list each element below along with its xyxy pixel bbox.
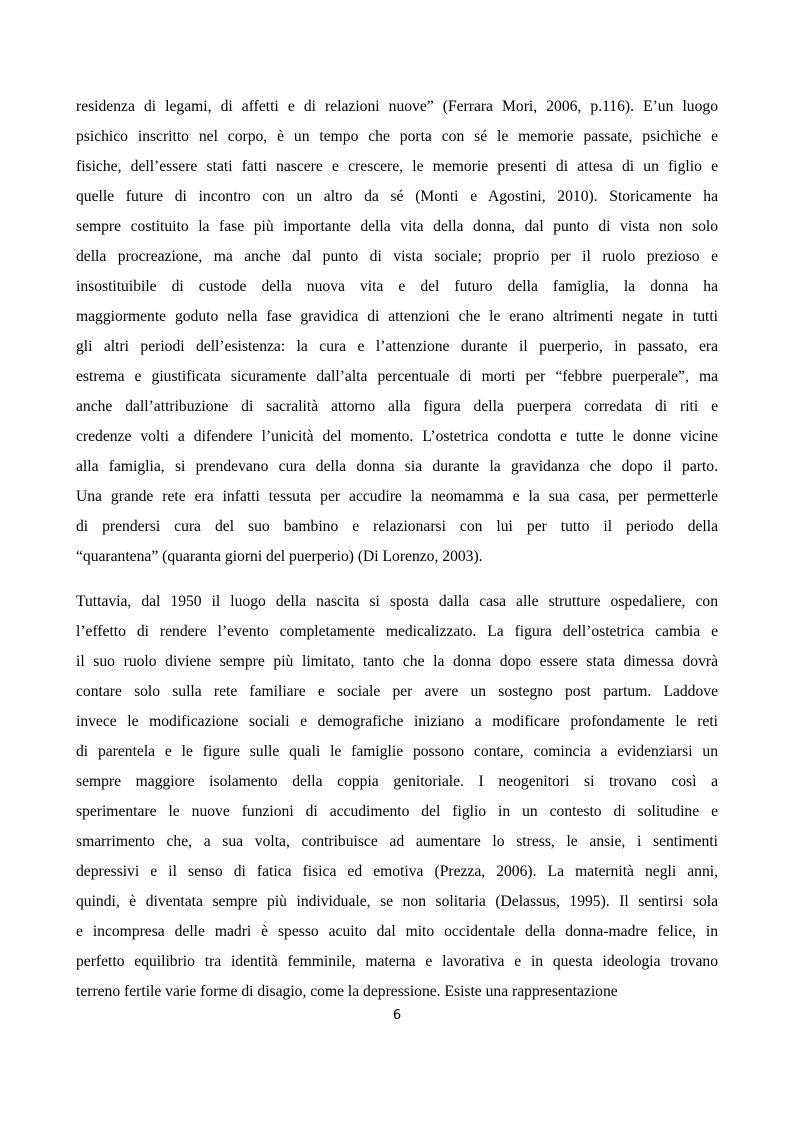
- text-line: Una grande rete era infatti tessuta per accudire la neomamma e la sua casa, per permetterle: [76, 488, 718, 505]
- text-line: della procreazione, ma anche dal punto di vista sociale; proprio per il ruolo prezioso e: [76, 248, 718, 265]
- text-line: gli altri periodi dell’esistenza: la cura e l’attenzione durante il puerperio, in passato, era: [76, 338, 718, 355]
- text-line: sempre maggiore isolamento della coppia genitoriale. I neogenitori si trovano così a: [76, 773, 718, 790]
- text-line: estrema e giustificata sicuramente dall’alta percentuale di morti per “febbre puerperale”, ma: [76, 368, 718, 385]
- text-line: perfetto equilibrio tra identità femminile, materna e lavorativa e in questa ideologia trovano: [76, 953, 718, 970]
- text-line: il suo ruolo diviene sempre più limitato, tanto che la donna dopo essere stata dimessa dovrà: [76, 653, 718, 670]
- text-line: smarrimento che, a sua volta, contribuisce ad aumentare lo stress, le ansie, i sentimenti: [76, 833, 718, 850]
- text-line: Tuttavia, dal 1950 il luogo della nascita si sposta dalla casa alle strutture ospedaliere, con: [76, 593, 718, 610]
- text-line: sempre costituito la fase più importante della vita della donna, dal punto di vista non solo: [76, 218, 718, 235]
- text-line: psichico inscritto nel corpo, è un tempo che porta con sé le memorie passate, psichiche e: [76, 128, 718, 145]
- text-line: residenza di legami, di affetti e di relazioni nuove” (Ferrara Mori, 2006, p.116). E’un luogo: [76, 98, 718, 115]
- text-line: l’effetto di rendere l’evento completamente medicalizzato. La figura dell’ostetrica cambia e: [76, 623, 718, 640]
- text-line: depressivi e il senso di fatica fisica ed emotiva (Prezza, 2006). La maternità negli anni,: [76, 863, 718, 880]
- text-line: fisiche, dell’essere stati fatti nascere e crescere, le memorie presenti di attesa di un figlio e: [76, 158, 718, 175]
- text-line: invece le modificazione sociali e demografiche iniziano a modificare profondamente le reti: [76, 713, 718, 730]
- text-line: “quarantena” (quaranta giorni del puerperio) (Di Lorenzo, 2003).: [76, 548, 483, 565]
- text-line: maggiormente goduto nella fase gravidica di attenzioni che le erano altrimenti negate in tutti: [76, 308, 718, 325]
- text-line: alla famiglia, si prendevano cura della donna sia durante la gravidanza che dopo il parto.: [76, 458, 718, 475]
- text-line: insostituibile di custode della nuova vita e del futuro della famiglia, la donna ha: [76, 278, 718, 295]
- text-line: terreno fertile varie forme di disagio, come la depressione. Esiste una rappresentazione: [76, 983, 618, 1000]
- text-line: sperimentare le nuove funzioni di accudimento del figlio in un contesto di solitudine e: [76, 803, 718, 820]
- paragraph-2: [76, 587, 718, 1007]
- paragraph-1: [76, 92, 718, 572]
- text-line: quindi, è diventata sempre più individuale, se non solitaria (Delassus, 1995). Il sentirsi sola: [76, 893, 718, 910]
- page-number: 6: [392, 1008, 402, 1023]
- text-line: e incompresa delle madri è spesso acuito dal mito occidentale della donna-madre felice, in: [76, 923, 718, 940]
- text-line: credenze volti a difendere l’unicità del momento. L’ostetrica condotta e tutte le donne vicine: [76, 428, 718, 445]
- text-line: anche dall’attribuzione di sacralità attorno alla figura della puerpera corredata di riti e: [76, 398, 718, 415]
- text-line: di parentela e le figure sulle quali le famiglie possono contare, comincia a evidenziarsi un: [76, 743, 718, 760]
- body-text: [76, 92, 718, 1007]
- text-line: quelle future di incontro con un altro da sé (Monti e Agostini, 2010). Storicamente ha: [76, 188, 718, 205]
- text-line: di prendersi cura del suo bambino e relazionarsi con lui per tutto il periodo della: [76, 518, 718, 535]
- text-line: contare solo sulla rete familiare e sociale per avere un sostegno post partum. Laddove: [76, 683, 718, 700]
